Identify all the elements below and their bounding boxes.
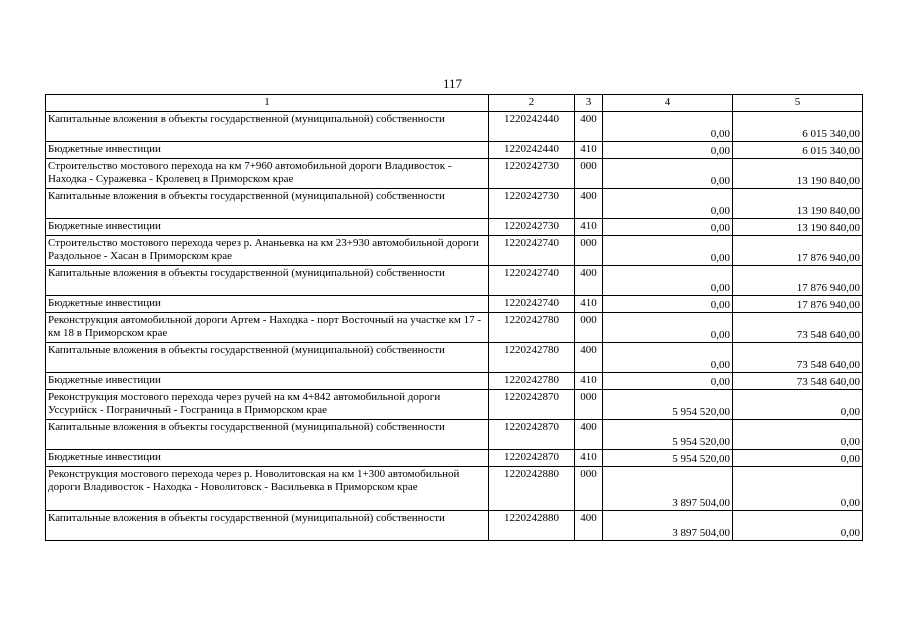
row-name: Капитальные вложения в объекты государственной (муниципальной) собственности — [46, 189, 489, 219]
row-value-4: 0,00 — [603, 236, 733, 266]
row-value-5: 0,00 — [733, 450, 863, 467]
row-value-5: 0,00 — [733, 511, 863, 541]
row-value-5: 17 876 940,00 — [733, 266, 863, 296]
table-row — [46, 343, 863, 373]
table-row — [46, 296, 863, 313]
row-value-4: 0,00 — [603, 142, 733, 159]
row-name: Бюджетные инвестиции — [46, 450, 489, 467]
row-group: 400 — [575, 511, 603, 541]
row-value-4: 0,00 — [603, 266, 733, 296]
budget-table — [45, 94, 863, 541]
table-row — [46, 467, 863, 511]
row-name: Строительство мостового перехода на км 7+960 автомобильной дороги Владивосток - Находка - Суражевка - Кролевец в Приморском крае — [46, 159, 489, 189]
table-header-row — [46, 95, 863, 112]
row-code: 1220242440 — [489, 142, 575, 159]
row-value-5: 17 876 940,00 — [733, 236, 863, 266]
row-value-4: 5 954 520,00 — [603, 420, 733, 450]
row-value-4: 0,00 — [603, 313, 733, 343]
row-group: 400 — [575, 112, 603, 142]
row-value-5: 73 548 640,00 — [733, 343, 863, 373]
row-code: 1220242730 — [489, 159, 575, 189]
table-row — [46, 420, 863, 450]
row-value-5: 73 548 640,00 — [733, 313, 863, 343]
row-group: 400 — [575, 343, 603, 373]
page-number: 117 — [442, 76, 463, 91]
row-name: Капитальные вложения в объекты государственной (муниципальной) собственности — [46, 266, 489, 296]
row-code: 1220242740 — [489, 296, 575, 313]
row-value-5: 17 876 940,00 — [733, 296, 863, 313]
row-name: Бюджетные инвестиции — [46, 219, 489, 236]
row-name: Капитальные вложения в объекты государственной (муниципальной) собственности — [46, 343, 489, 373]
row-code: 1220242870 — [489, 390, 575, 420]
row-group: 410 — [575, 450, 603, 467]
row-code: 1220242880 — [489, 467, 575, 511]
table-row — [46, 373, 863, 390]
row-value-4: 0,00 — [603, 189, 733, 219]
table-row — [46, 219, 863, 236]
row-code: 1220242780 — [489, 313, 575, 343]
row-value-4: 0,00 — [603, 373, 733, 390]
row-code: 1220242870 — [489, 420, 575, 450]
table-row — [46, 159, 863, 189]
row-code: 1220242730 — [489, 189, 575, 219]
row-value-4: 3 897 504,00 — [603, 511, 733, 541]
row-value-5: 73 548 640,00 — [733, 373, 863, 390]
row-name: Реконструкция мостового перехода через ручей на км 4+842 автомобильной дороги Уссурийск - Пограничный - Госграница в Приморском крае — [46, 390, 489, 420]
column-header-5: 5 — [733, 95, 863, 112]
row-value-5: 0,00 — [733, 420, 863, 450]
table-row — [46, 142, 863, 159]
row-value-5: 6 015 340,00 — [733, 142, 863, 159]
table-row — [46, 112, 863, 142]
table-row — [46, 313, 863, 343]
row-code: 1220242440 — [489, 112, 575, 142]
row-value-4: 0,00 — [603, 343, 733, 373]
column-header-1: 1 — [46, 95, 489, 112]
row-code: 1220242880 — [489, 511, 575, 541]
row-code: 1220242780 — [489, 373, 575, 390]
row-value-4: 0,00 — [603, 296, 733, 313]
row-code: 1220242730 — [489, 219, 575, 236]
row-group: 400 — [575, 189, 603, 219]
table-row — [46, 390, 863, 420]
row-code: 1220242740 — [489, 236, 575, 266]
row-name: Капитальные вложения в объекты государственной (муниципальной) собственности — [46, 511, 489, 541]
table-row — [46, 450, 863, 467]
row-value-4: 0,00 — [603, 112, 733, 142]
column-header-2: 2 — [489, 95, 575, 112]
row-group: 000 — [575, 236, 603, 266]
table-row — [46, 511, 863, 541]
table-row — [46, 266, 863, 296]
row-value-4: 5 954 520,00 — [603, 450, 733, 467]
row-value-5: 0,00 — [733, 390, 863, 420]
row-name: Бюджетные инвестиции — [46, 373, 489, 390]
row-value-5: 13 190 840,00 — [733, 219, 863, 236]
row-name: Бюджетные инвестиции — [46, 296, 489, 313]
table-row — [46, 189, 863, 219]
row-group: 000 — [575, 159, 603, 189]
table-row — [46, 236, 863, 266]
row-group: 000 — [575, 390, 603, 420]
row-group: 000 — [575, 313, 603, 343]
row-name: Строительство мостового перехода через р. Ананьевка на км 23+930 автомобильной дороги Раздольное - Хасан в Приморском крае — [46, 236, 489, 266]
row-group: 410 — [575, 142, 603, 159]
row-name: Бюджетные инвестиции — [46, 142, 489, 159]
row-value-5: 0,00 — [733, 467, 863, 511]
row-value-5: 13 190 840,00 — [733, 189, 863, 219]
row-value-4: 3 897 504,00 — [603, 467, 733, 511]
row-value-5: 13 190 840,00 — [733, 159, 863, 189]
row-group: 400 — [575, 266, 603, 296]
row-name: Капитальные вложения в объекты государственной (муниципальной) собственности — [46, 420, 489, 450]
row-value-4: 0,00 — [603, 159, 733, 189]
column-header-4: 4 — [603, 95, 733, 112]
row-group: 410 — [575, 373, 603, 390]
row-code: 1220242780 — [489, 343, 575, 373]
row-name: Капитальные вложения в объекты государственной (муниципальной) собственности — [46, 112, 489, 142]
row-group: 000 — [575, 467, 603, 511]
row-group: 410 — [575, 219, 603, 236]
column-header-3: 3 — [575, 95, 603, 112]
row-value-4: 5 954 520,00 — [603, 390, 733, 420]
row-value-4: 0,00 — [603, 219, 733, 236]
row-name: Реконструкция автомобильной дороги Артем - Находка - порт Восточный на участке км 17 - км 18 в Приморском крае — [46, 313, 489, 343]
row-code: 1220242740 — [489, 266, 575, 296]
row-code: 1220242870 — [489, 450, 575, 467]
row-name: Реконструкция мостового перехода через р. Новолитовская на км 1+300 автомобильной дороги Владивосток - Находка - Новолитовск - Васильевка в Приморском крае — [46, 467, 489, 511]
row-group: 400 — [575, 420, 603, 450]
row-group: 410 — [575, 296, 603, 313]
row-value-5: 6 015 340,00 — [733, 112, 863, 142]
